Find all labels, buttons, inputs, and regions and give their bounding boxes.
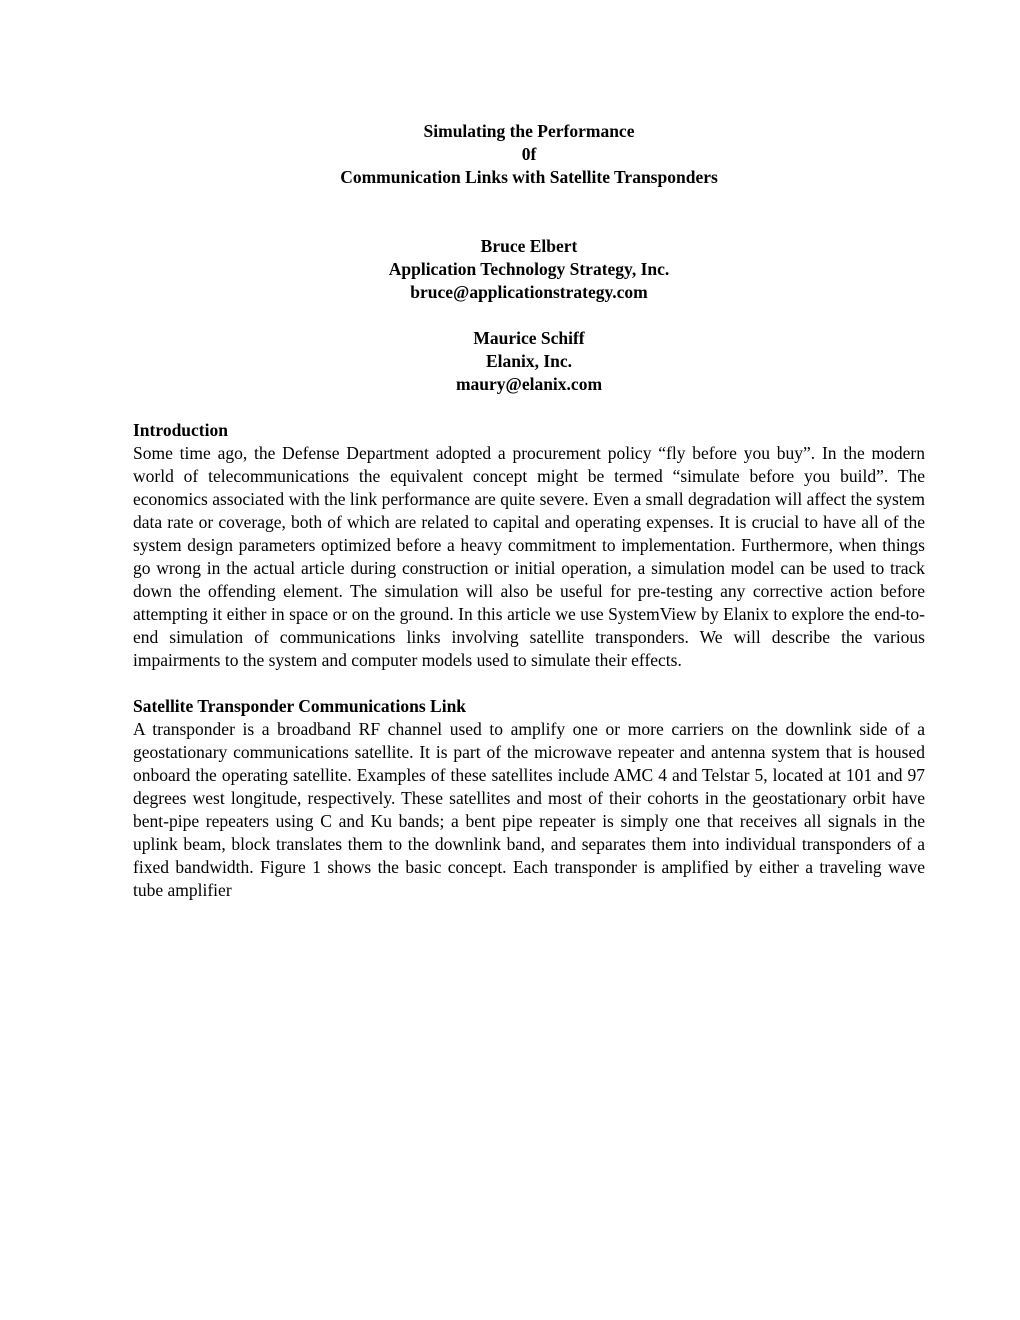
author-affiliation: Elanix, Inc. <box>485 351 573 371</box>
author-name: Bruce Elbert <box>480 236 578 256</box>
author-name: Maurice Schiff <box>473 328 585 348</box>
author-affiliation: Application Technology Strategy, Inc. <box>388 259 670 279</box>
title-line-2: 0f <box>521 144 537 164</box>
paper-title <box>133 120 925 189</box>
section-heading: Introduction <box>133 420 228 440</box>
section-body: A transponder is a broadband RF channel used to amplify one or more carriers on the downlink side of a geostationary communications satellite. It is part of the microwave repeater and antenna system that is housed onboard the operating satellite. Examples of these satellites include AMC 4 and Telstar 5, located at 101 and 97 degrees west longitude, respectively. These satellites and most of their cohorts in the geostationary orbit have bent-pipe repeaters using C and Ku bands; a bent pipe repeater is simply one that receives all signals in the uplink beam, block translates them to the downlink band, and separates them into individual transponders of a fixed bandwidth. Figure 1 shows the basic concept. Each transponder is amplified by either a traveling wave tube amplifier <box>133 719 925 900</box>
document-page <box>133 120 925 902</box>
section-body: Some time ago, the Defense Department adopted a procurement policy “fly before you buy”. In the modern world of telecommunications the equivalent concept might be termed “simulate before you build”. The economics associated with the link performance are quite severe. Even a small degradation will affect the system data rate or coverage, both of which are related to capital and operating expenses. It is crucial to have all of the system design parameters optimized before a heavy commitment to implementation. Furthermore, when things go wrong in the actual article during construction or initial operation, a simulation model can be used to track down the offending element. The simulation will also be useful for pre-testing any corrective action before attempting it either in space or on the ground. In this article we use SystemView by Elanix to explore the end-to-end simulation of communications links involving satellite transponders. We will describe the various impairments to the system and computer models used to simulate their effects. <box>133 443 925 670</box>
section-satellite-link <box>133 695 925 902</box>
author-email: bruce@applicationstrategy.com <box>410 282 648 302</box>
title-line-1: Simulating the Performance <box>423 121 635 141</box>
title-line-3: Communication Links with Satellite Transponders <box>340 167 718 187</box>
section-introduction <box>133 419 925 672</box>
section-heading: Satellite Transponder Communications Link <box>133 696 467 716</box>
author-email: maury@elanix.com <box>455 374 603 394</box>
author-block-2 <box>133 327 925 396</box>
author-block-1 <box>133 235 925 304</box>
